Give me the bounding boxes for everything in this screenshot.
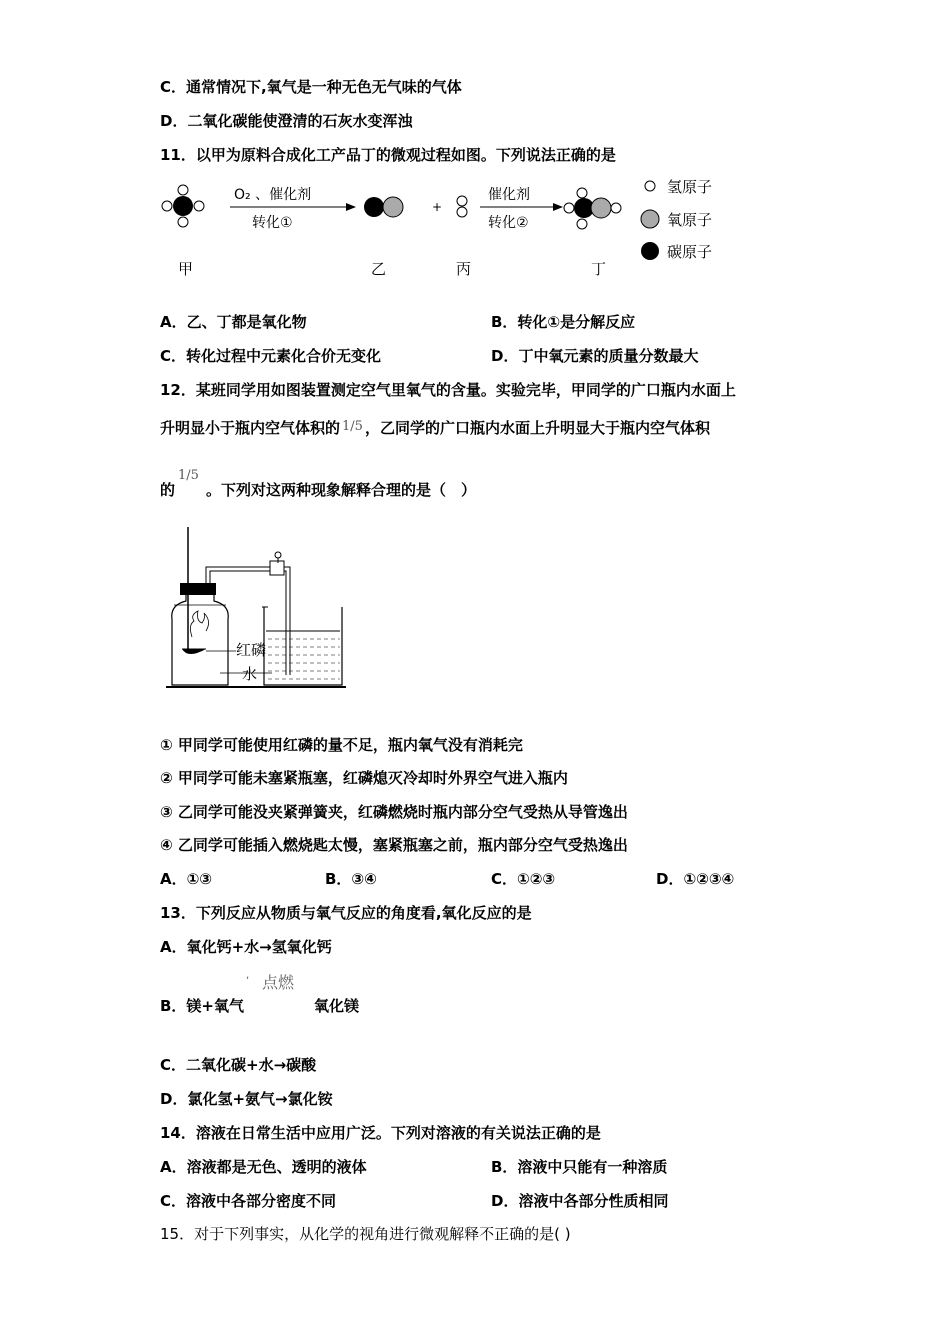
molecule-bing [457, 196, 467, 217]
label-jia: 甲 [178, 260, 194, 278]
q12-option-a: A．①③ [160, 870, 213, 888]
q12-stem-line2 [160, 418, 710, 440]
legend-oxygen: 氧原子 [667, 211, 713, 229]
label-red-phosphorus: 红磷 [236, 641, 267, 659]
q14-option-d: D．溶液中各部分性质相同 [491, 1192, 669, 1210]
q12-statement-1: ① 甲同学可能使用红磷的量不足，瓶内氧气没有消耗完 [160, 736, 523, 754]
molecule-jia [162, 185, 204, 227]
q12-stem-line3-a: 的 [160, 481, 176, 499]
plus-sign: + [432, 200, 443, 214]
condition-mark: , [246, 970, 250, 981]
arrow2-top-text: 催化剂 [488, 187, 530, 203]
label-water: 水 [242, 665, 258, 683]
q12-stem-line3-b: 。下列对这两种现象解释合理的是（ ） [206, 481, 477, 499]
q11-option-d: D．丁中氧元素的质量分数最大 [491, 347, 699, 365]
q11-option-c: C．转化过程中元素化合价无变化 [160, 347, 382, 365]
q14-stem: 14．溶液在日常生活中应用广泛。下列对溶液的有关说法正确的是 [160, 1124, 601, 1142]
q14-option-b: B．溶液中只能有一种溶质 [491, 1158, 668, 1176]
q12-option-d: D．①②③④ [656, 870, 735, 888]
q13-option-b-left: B．镁+氧气 [160, 997, 245, 1015]
fraction-one-fifth-2: 1/5 [178, 468, 199, 483]
q10-option-c: C．通常情况下,氧气是一种无色无气味的气体 [160, 78, 462, 96]
q12-stem-line1: 12．某班同学用如图装置测定空气里氧气的含量。实验完毕，甲同学的广口瓶内水面上 [160, 381, 736, 399]
q12-statement-3: ③ 乙同学可能没夹紧弹簧夹，红磷燃烧时瓶内部分空气受热从导管逸出 [160, 803, 628, 821]
q14-option-a: A．溶液都是无色、透明的液体 [160, 1158, 367, 1176]
fraction-one-fifth: 1/5 [342, 419, 363, 434]
q12-statement-4: ④ 乙同学可能插入燃烧匙太慢，塞紧瓶塞之前，瓶内部分空气受热逸出 [160, 836, 628, 854]
label-yi: 乙 [371, 260, 387, 278]
q12-statement-2: ② 甲同学可能未塞紧瓶塞，红磷熄灭冷却时外界空气进入瓶内 [160, 769, 568, 787]
q12-apparatus-diagram [160, 525, 360, 695]
q13-option-c: C．二氧化碳+水→碳酸 [160, 1056, 317, 1074]
q15-stem: 15．对于下列事实，从化学的视角进行微观解释不正确的是( ) [160, 1225, 571, 1243]
q13-option-d: D．氯化氢+氨气→氯化铵 [160, 1090, 333, 1108]
q10-option-d: D．二氧化碳能使澄清的石灰水变浑浊 [160, 112, 413, 130]
q12-line2-part-a: 升明显小于瓶内空气体积的 [160, 419, 341, 437]
molecule-ding [564, 188, 621, 229]
legend-hydrogen: 氢原子 [667, 178, 713, 196]
label-ding: 丁 [591, 260, 607, 278]
q12-option-c: C．①②③ [491, 870, 556, 888]
arrow1-top-text: O₂ 、催化剂 [234, 187, 312, 203]
q13-option-a: A．氧化钙+水→氢氧化钙 [160, 938, 332, 956]
q13-stem: 13．下列反应从物质与氧气反应的角度看,氧化反应的是 [160, 904, 532, 922]
q11-stem: 11．以甲为原料合成化工产品丁的微观过程如图。下列说法正确的是 [160, 146, 616, 164]
q11-option-a: A．乙、丁都是氧化物 [160, 313, 307, 331]
q12-option-b: B．③④ [325, 870, 377, 888]
q13-option-b-right: 氧化镁 [314, 997, 360, 1015]
molecule-yi [364, 197, 403, 217]
condition-ignite: 点燃 [262, 973, 295, 992]
legend-carbon: 碳原子 [667, 243, 713, 261]
q14-option-c: C．溶液中各部分密度不同 [160, 1192, 337, 1210]
label-bing: 丙 [456, 260, 472, 278]
q11-reaction-diagram [150, 172, 750, 284]
arrow2-bottom-text: 转化② [488, 215, 529, 231]
atom-legend [641, 178, 712, 261]
q11-option-b: B．转化①是分解反应 [491, 313, 636, 331]
arrow1-bottom-text: 转化① [252, 215, 293, 231]
q12-line2-part-b: ，乙同学的广口瓶内水面上升明显大于瓶内空气体积 [364, 419, 710, 437]
